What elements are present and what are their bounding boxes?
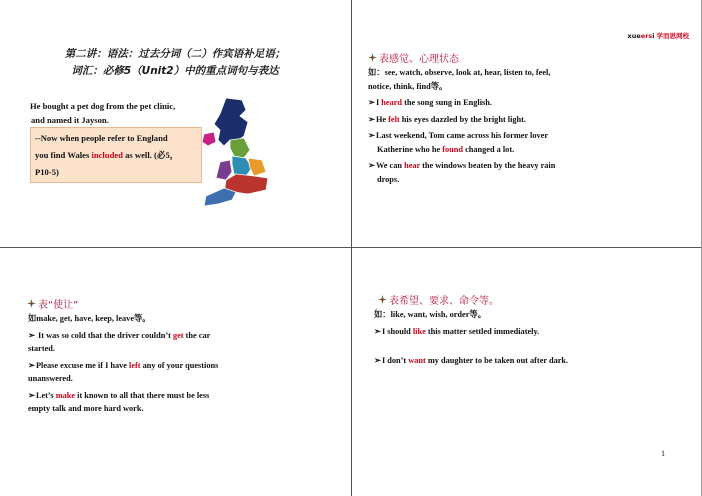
quote-line-2 [35, 147, 197, 164]
logo-text-cn: 学而思网校 [656, 32, 689, 40]
example-verb: left [129, 360, 141, 370]
slide-panel-2 [352, 0, 702, 248]
heading-bullet-icon [27, 299, 36, 308]
slide-panel-3 [0, 248, 351, 496]
slide-panel-4 [352, 248, 702, 496]
causative-content [28, 312, 338, 416]
example-text: the song sung in English. [402, 98, 492, 107]
example-2 [28, 359, 338, 373]
quote-text: you find Wales [35, 150, 92, 160]
map-region-south-west-england [204, 188, 236, 206]
quote-line-1: --Now when people refer to England [35, 133, 168, 143]
example-verb: found [442, 144, 463, 154]
slide-panel-1 [0, 0, 351, 248]
quote-highlight: included [91, 150, 123, 160]
example-text: changed a lot. [463, 144, 515, 154]
example-verb: felt [388, 114, 400, 124]
example-text: Let’s [35, 390, 56, 400]
section-heading-perception [368, 50, 459, 65]
section-heading-wishes [378, 292, 499, 307]
example-verb: get [172, 330, 184, 340]
perception-content [368, 66, 688, 186]
map-region-wales [216, 160, 232, 180]
example-2 [368, 113, 688, 127]
arrow-bullet-icon: ➢ [28, 330, 35, 340]
logo-text-b: ers [640, 32, 653, 40]
heading-text: 表“使让” [38, 300, 79, 311]
arrow-bullet-icon: ➢ [374, 326, 381, 336]
example-3 [28, 389, 338, 403]
wishes-content [374, 308, 684, 368]
example-1 [374, 325, 684, 339]
arrow-bullet-icon: ➢ [28, 360, 35, 370]
heading-bullet-icon [378, 295, 387, 304]
example-text: this matter settled immediately. [425, 326, 540, 336]
heading-bullet-icon [368, 53, 377, 62]
intro-line: 如：like, want, wish, order等。 [374, 310, 487, 319]
example-text: it known to all that there must be less [75, 390, 210, 400]
arrow-bullet-icon: ➢ [368, 98, 375, 107]
lecture-title [30, 46, 320, 80]
example-1 [368, 96, 688, 110]
arrow-bullet-icon: ➢ [368, 114, 375, 124]
example-3-cont [368, 143, 688, 157]
xueersi-logo [628, 31, 689, 40]
intro-line-2: notice, think, find等。 [368, 81, 448, 91]
example-text: Please excuse me if I have [35, 360, 130, 370]
example-verb: like [412, 326, 426, 336]
example-text: I should [381, 326, 413, 336]
example-text: Last weekend, Tom came across his former lover [375, 131, 549, 140]
example-verb: hear [404, 161, 421, 170]
arrow-bullet-icon: ➢ [368, 131, 375, 140]
map-region-north-england [230, 138, 250, 158]
example-4 [368, 159, 688, 173]
quote-line-3: P10-5) [35, 167, 59, 177]
intro-line-1: 如：see, watch, observe, look at, hear, listen to, feel, [368, 68, 551, 77]
heading-text: 表感觉、心理状态 [379, 54, 459, 65]
example-text: Katherine who he [377, 144, 443, 154]
map-region-northern-ireland [202, 132, 216, 146]
heading-text: 表希望、要求、命令等。 [389, 296, 499, 307]
example-2 [374, 354, 684, 368]
example-quote-box [30, 127, 202, 183]
story-text [30, 99, 215, 127]
example-2-cont: unanswered. [28, 374, 73, 383]
example-text: the windows beaten by the heavy rain [420, 161, 556, 170]
example-text: the car [183, 330, 211, 340]
example-3 [368, 129, 688, 143]
logo-text-c: i [652, 32, 655, 40]
example-text: I don’t [381, 356, 409, 365]
example-text: I [375, 98, 382, 107]
example-verb: heard [381, 98, 403, 107]
example-3-cont: empty talk and more hard work. [28, 404, 144, 413]
title-line-1: 第二讲：语法：过去分词（二）作宾语补足语； [64, 48, 286, 60]
example-text: It was so cold that the driver couldn’t [35, 330, 173, 340]
example-text: his eyes dazzled by the bright light. [399, 114, 526, 124]
example-text: my daughter to be taken out after dark. [425, 356, 569, 365]
story-line-2: and named it Jayson. [31, 115, 109, 125]
example-1 [28, 329, 338, 343]
map-region-east-england [248, 158, 266, 176]
arrow-bullet-icon: ➢ [374, 356, 381, 365]
example-verb: make [55, 390, 76, 400]
story-line-1: He bought a pet dog from the pet clinic, [30, 101, 176, 111]
example-text: He [375, 114, 389, 124]
arrow-bullet-icon: ➢ [368, 161, 375, 170]
example-text: any of your questions [140, 360, 219, 370]
example-1-cont: started. [28, 344, 55, 353]
example-4-cont: drops. [377, 174, 400, 184]
section-heading-causative [27, 296, 78, 311]
quote-source: as well. (必5， [122, 150, 179, 160]
intro-line: 如make, get, have, keep, leave等。 [28, 314, 151, 323]
title-line-2: 词汇：必修5（Unit2）中的重点词句与表达 [71, 65, 279, 77]
page-number: 1 [661, 449, 665, 458]
logo-text-a: xue [627, 32, 641, 40]
arrow-bullet-icon: ➢ [28, 390, 35, 400]
uk-map-image [196, 96, 280, 210]
example-text: We can [375, 161, 405, 170]
example-verb: want [408, 356, 426, 365]
